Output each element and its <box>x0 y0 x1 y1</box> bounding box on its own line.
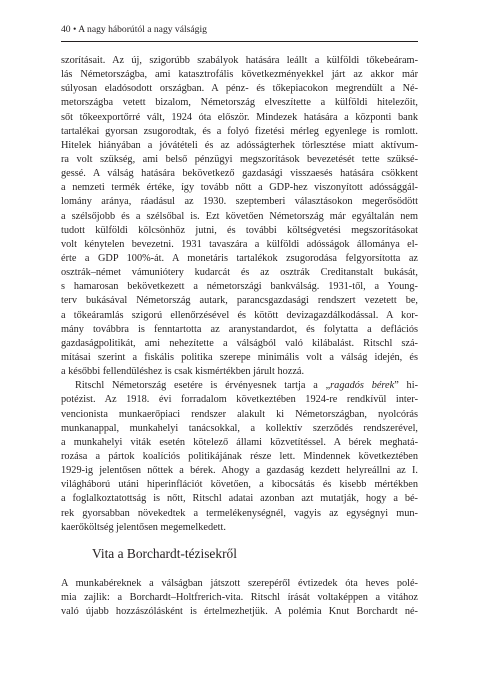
text-line: lomány aránya, ráadásul az 1930. szeptemberi választásokon megerősödött <box>61 196 418 208</box>
text-line: a későbbi fellendüléshez is csak kismértékben járult hozzá. <box>61 366 305 378</box>
text-line: rek gyorsabban növekedtek a termelékenységnél, vagyis az egységnyi mun- <box>61 507 418 519</box>
text-line: mány továbbra is fenntartotta az aranystandardot, és folytatta a deflációs <box>61 323 418 335</box>
paragraph-2 <box>61 379 418 535</box>
text-line: sőt tőkeexportőrré vált, 1924 óta először. Mindezek hatására a központi bank <box>61 111 418 123</box>
text-line: s hamarosan bekövetkezett a németországi bankválság. 1931-től, a Young- <box>61 281 418 293</box>
paragraph-3 <box>61 577 418 619</box>
text-line: a nemzeti termék értéke, így tovább nőtt a GDP-hez viszonyított adóssággál- <box>61 182 418 194</box>
text-line: 1929-ig jelentősen nőttek a bérek. Ahogy a gazdaság kezdett helyreállni az I. <box>61 465 418 477</box>
text-line-with-italic <box>61 379 418 393</box>
text-line: a szélsőjobb és a szélsőbal is. Ezt követően Németország már egyáltalán nem <box>61 210 418 222</box>
text-line: súlyosan eladósodott országban. A pénz- és tőkepiacokon megrendült a Né- <box>61 83 418 95</box>
text-run: Ritschl Németország esetére is érvényesnek tartja a „ <box>75 380 331 392</box>
text-line: potézist. Az 1918. évi forradalom következtében 1924-re rendkívül inter- <box>61 394 418 406</box>
text-line: A munkabéreknek a válságban játszott szerepéről évtizedek óta heves polé- <box>61 578 418 589</box>
text-run: ” hi- <box>394 380 418 392</box>
text-line: mia zajlik: a Borchardt–Holtfrerich-vita. Ritschl írását voltaképpen a vitához <box>61 592 418 604</box>
text-line: világháború utáni hiperinflációt követően, a kibocsátás és kisebb mértékben <box>61 479 418 491</box>
text-line: munkanappal, munkahelyi tanácsokkal, a kollektív szerződés rendszerével, <box>61 422 418 434</box>
text-line: vencionista munkaerőpiaci rendszer alakult ki Németországban, nyolcórás <box>61 408 418 420</box>
text-line: osztrák–német vámuniótery kudarcát és az osztrák Creditanstalt bukását, <box>61 267 418 279</box>
text-line: a munkahelyi viták esetén kötelező állami közvetítéssel. A bérek meghatá- <box>61 436 418 448</box>
text-line: gazdaságpolitikát, ami nehezítette a válságból való kilábalást. Ritschl szá- <box>61 337 418 349</box>
italic-term: ragadós bérek <box>330 380 395 392</box>
text-line: szorításait. Az új, szigorúbb szabályok hatására leállt a külföldi tőkebeáram- <box>61 55 418 66</box>
body-text-after-heading <box>61 577 418 619</box>
text-line: kaerőköltség jelentősen megemelkedett. <box>61 521 226 533</box>
text-line: a foglalkoztatottság is nőtt, Ritschl adatai azonban azt mutatják, hogy a bé- <box>61 493 418 505</box>
text-line: ra volt szükség, ami belső pénzügyi megszorítások bevezetését tette szüksé- <box>61 153 418 165</box>
section-heading: Vita a Borchardt-tézisekről <box>92 546 237 561</box>
text-line: érte a GDP 100%-át. A monetáris tartalékok zsugorodása felgyorsította az <box>61 252 418 264</box>
text-line: Hitelek hiányában a jóvátételi és az adósságterhek törlesztése miatt aktívum- <box>61 139 418 151</box>
header-rule <box>61 41 418 42</box>
text-line: terv bukásával Németország autark, parancsgazdasági rendszert vezetett be, <box>61 295 418 307</box>
text-line: lás Németországba, ami katasztrofális következményekkel járt az akkor már <box>61 69 418 81</box>
text-line: való újabb hozzászólásként is értelmezhetjük. A polémia Knut Borchardt né- <box>61 606 418 618</box>
text-line: tartalékai gyorsan zsugorodtak, és a folyó fizetési mérleg egyenlege is romlott. <box>61 125 418 137</box>
text-line: rozása a pártok koalíciós politikájának része lett. Mindennek következtében <box>61 450 418 462</box>
text-line: a tőkeáramlás szigorú ellenőrzésével és kötött devizagazdálkodással. A kor- <box>61 309 418 321</box>
text-line: gessé. A válság hatására bekövetkező gazdasági visszaesés hatására csökkent <box>61 168 418 180</box>
running-head: 40 • A nagy háborútól a nagy válságig <box>61 24 207 35</box>
text-line: tudott külföldi kölcsönhöz jutni, és további költségvetési megszorításokat <box>61 224 418 236</box>
body-text <box>61 54 418 535</box>
text-line: metországba vetett bizalom, Németország elveszítette a külföldi hitelezőit, <box>61 97 418 109</box>
text-line: mításai szerint a fiskális politika szerepe minimális volt a válság idején, és <box>61 351 418 363</box>
paragraph-1 <box>61 54 418 379</box>
text-line: volt kénytelen bevezetni. 1931 tavaszára a külföldi adósságok állománya el- <box>61 238 418 250</box>
